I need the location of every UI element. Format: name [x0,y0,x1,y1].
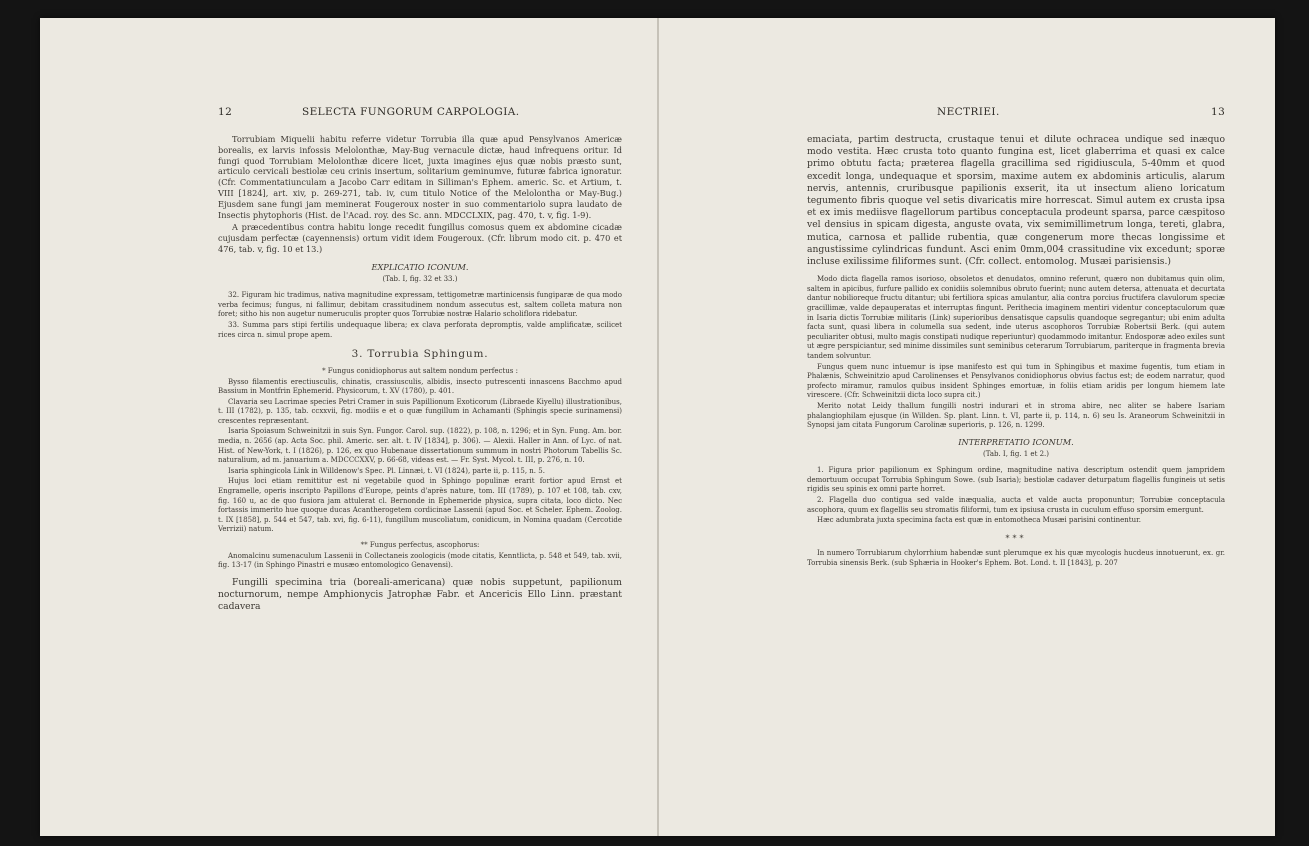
explicatio-ref: (Tab. I, fig. 32 et 33.) [382,274,458,283]
right-small-para: Fungus quem nunc intuemur is ipse manifesto est qui tum in Sphingibus et maxime fugentis, tum etiam in Phalænis, Schweinitzio apud Carolinenses et Pensylvanos conidiophorus obvius factus est; de eodem narratur, quod profecto miramur, ramulos quibus insident Sphinges emortuæ, in foliis etiam aridis per longum hiemem late virescere. (Cfr. Schweinitzii dicta loco supra cit.) [807,362,1225,400]
synonymy-1-item: Hujus loci etiam remittitur est ni vegetabile quod in Sphingo populinæ erarit fortior apud Ernst et Engramelle, operis inscripto Papillons d'Europe, peints d'après nature, tom. III (1789), p. 107 et 108, tab. cxv, fig. 160 u, ac de quo fusiora jam attulerat cl. Bernonde in Ephemeride physica, supra citata, loco dicto. Nec fortassis immerito hue quoque ducas Acantherogetem cordicinae Lassenii (apud Soc. et Scheler. Ephem. Zoolog. t. IX [1858], p. 544 et 547, tab. xvi, fig. 6-11), fungillum muscoliatum, conidicum, in Nomina quadam (Cercotide Verrizii) natum. [218,477,622,534]
right-small-para: Merito notat Leidy thallum fungilli nostri indurari et in stroma abire, nec aliter se habere Isariam phalangiophilam ejusque (in Willden. Sp. plant. Linn. t. VI, parte ii, p. 114, n. 6) seu Is. Araneorum Schweinitzii in Synopsi jam citata Fungorum Carolinæ superioris, p. 126, n. 1299. [807,401,1225,430]
subheading-conidiophorus: * Fungus conidiophorus aut saltem nondum perfectus : [322,366,518,375]
interpretatio-para: 1. Figura prior papilionum ex Sphingum ordine, magnitudine nativa descriptum ostendit quem jampridem demortuum occupat Torrubia Sphingum Sowe. (sub Isaria); bestiolæ cadaver deturpatum flagellis fungineis ut setis rigidis seu spinis ex omni parte horret. [807,466,1225,494]
explicatio-para-1: 32. Figuram hic tradimus, nativa magnitudine expressam, tettigometræ martinicensis fungiparæ de qua modo verba fecimus; fungus, ni fallimur, debitam crassitudinem nondum assecutus est, saltem colleta matura non foret; sitho his non augetur numeruculis propter quos Torrubiæ nostræ Halario scholiflora ridebatur. [218,291,622,319]
section-heading: 3. Torrubia Sphingum. [351,348,489,361]
right-closing-paragraph: In numero Torrubiarum chylorrhium habendæ sunt plerumque ex his quæ mycologis hucdeus innotuerunt, ex. gr. Torrubia sinensis Berk. (sub Sphæria in Hooker's Ephem. Bot. Lond. t. II [1843], p. 207 [807,549,1225,568]
interpretatio-ref: (Tab. I, fig. 1 et 2.) [982,449,1050,458]
left-running-title: SELECTA FUNGORUM CARPOLOGIA. [302,106,520,118]
right-text-column [807,134,1225,570]
left-closing-paragraph: Fungilli specimina tria (boreali-americana) quæ nobis suppetunt, papilionum nocturnorum, nempe Amphionycis Jatrophæ Fabr. et Ancericis Ello Linn. præstant cadavera [218,576,622,613]
right-running-title: NECTRIEI. [937,106,1000,118]
synonymy-1-item: Isaria sphingicola Link in Willdenow's Spec. Pl. Linnæi, t. VI (1824), parte ii, p. 115, n. 5. [228,466,545,475]
explicatio-para-2: 33. Summa pars stipi fertilis undequaque libera; ex clava perforata depromptis, valde amplificatæ, scilicet rices circa n. simul prope apem. [218,320,622,339]
explicatio-title: EXPLICATIO ICONUM. [371,261,469,272]
right-paragraph-1: emaciata, partim destructa, crustaque tenui et dilute ochracea undique sed inæquo modo vestita. Hæc crusta toto quanto fungina est, licet glaberrima et quasi ex calce primo obtutu facta; præterea flagella gracillima sed rigidiuscula, 5-40mm et quod excedit longa, undequaque et sporsim, maxime autem ex abdominis articulis, alarum nervis, antennis, cruribusque papilionis exserit, ita ut insectum alieno loricatum tegumento fibris quoque vel setis divaricatis mire horrescat. Simul autem ex crusta ipsa et ex imis mediisve flagellorum partibus conceptacula prodeunt sparsa, parce cæspitoso vel densius in spicam digesta, anguste ovata, vix semimillimetrum longa, tereti, glabra, mutica, carnosa et pallide rubentia, quæ congenerum more thecas longissime et angustissime cylindricas fundunt. Asci enim 0mm,004 crassitudine vix excedunt; sporæ incluse exilissime filiformes sunt. (Cfr. collect. entomolog. Musæi parisiensis.) [807,134,1225,268]
subheading-ascophorus: ** Fungus perfectus, ascophorus: [360,541,480,550]
right-page [659,18,1275,836]
interpretatio-title: INTERPRETATIO ICONUM. [958,436,1074,447]
right-page-number: 13 [1211,106,1226,118]
synonymy-2-item: Anomalcinu sumenaculum Lassenii in Collectaneis zoologicis (mode citatis, Kenntlicta, p. 548 et 549, tab. xvii, fig. 13-17 (in Sphingo Pinastri e musæo entomologico Genavensi). [218,551,622,570]
synonymy-1-item: Isaria Spoiasum Schweinitzii in suis Syn. Fungor. Carol. sup. (1822), p. 108, n. 1296; et in Syn. Fung. Am. bor. media, n. 2656 (ap. Acta Soc. phil. Americ. ser. alt. t. IV [1834], p. 306). — Alexii. Haller in Ann. of Lyc. of nat. Hist. of New-York, t. I (1826), p. 126, ex quo Hubenaue dissertationum summum in nostri Photorum Tabellis Sc. naturalium, ad m. januarium a. MDCCCXXV, p. 66-68, videas est. — Fr. Syst. Mycol. t. III, p. 276, n. 10. [218,427,622,465]
synonymy-1-item: Clavaria seu Lacrimae species Petri Cramer in suis Papillionum Exoticorum (Libraede Kiyellu) illustrationibus, t. III (1782), p. 135, tab. ccxxvii, fig. modiis e et o quæ fungillum in Achamanti (Sphingis specie surinamensi) crescentes repræsentant. [218,397,622,425]
right-small-para: Modo dicta flagella ramos isorioso, obsoletos et denudatos, omnino referunt, quæro non dubitamus quin olim, saltem in apicibus, furfure pallido ex conidiis solemnibus obruto fuerint; nunc autem detersa, attenuata et decurtata dantur nobilioreque fructu ditantur; ubi fertiliora spicas amulantur, alia contra porcius fructifera clavulorum speciæ gracillimæ, valde depauperatas et interruptas fingunt. Perithecia imaginem mentiri videntur conceptaculorum quæ in Isaria dictis Torrubiæ militaris (Link) superioribus densatisque capsulis quandoque segregantur; ubi enim adulta facta sunt, quasi libera in columella sua sedent, inde uterus ascophoros Torrubiæ Robertsii Berk. (qui autem peculiariter obtusi, multo magis constipati nudique reperiuntur) quodammodo imitantur. Endosporæ adeo exiles sunt ut ægre perspiciantur, sed minime dissimiles sunt seminibus ceterarum Torrubiarum, pariterque in fragmenta brevia tandem solvuntur. [807,275,1225,360]
left-page-number: 12 [218,106,233,118]
left-paragraph-2: A præcedentibus contra habitu longe recedit fungillus comosus quem ex abdomine cicadæ cujusdam perfectæ (cayennensis) ortum vidit idem Fougeroux. (Cfr. librum modo cit. p. 470 et 476, tab. v, fig. 10 et 13.) [218,222,622,254]
left-text-column [218,134,622,615]
interpretatio-para: 2. Flagella duo contigua sed valde inæqualia, aucta et valde aucta proponuntur; Torrubiæ conceptacula ascophora, quum ex flagellis seu stromatis filiformi, tum ex ipsiusa crusta in cuculum effuso sporsim emergunt. [807,495,1225,514]
left-page [40,18,657,836]
section-separator-stars: *** [1005,533,1027,543]
synonymy-1-item: Bysso filamentis erectiusculis, chinatis, crassiusculis, albidis, insecto putrescenti innascens Bacchmo apud Bassium in Montfrin Ephemerid. Physicorum, t. XV (1780), p. 401. [218,377,622,396]
interpretatio-para: Hæc adumbrata juxta specimina facta est quæ in entomotheca Musæi parisini continentur. [817,516,1141,525]
left-paragraph-1: Torrubiam Miquelii habitu referre videtur Torrubia illa quæ apud Pensylvanos Americæ borealis, ex larvis infossis Melolonthæ, May-Bug vernacule dictæ, haud infrequens oritur. Id fungi quod Torrubiam Melolonthæ dicere licet, juxta imagines ejus quæ nobis præsto sunt, articulo cervicali bestiolæ ceu crinis insertum, solitarium geminumve, futuræ fabrica ignoratur. (Cfr. Commentatiunculam a Jacobo Carr editam in Silliman's Ephem. americ. Sc. et Artium, t. VIII [1824], art. xiv, p. 269-271, tab. iv, cum titulo Notice of the Melolontha or May-Bug.) Ejusdem sane fungi jam meminerat Fougeroux noster in suo commentariolo supra laudato de Insectis phytophoris (Hist. de l'Acad. roy. des Sc. ann. MDCCLXIX, pag. 470, t. v, fig. 1-9). [218,134,622,220]
book-spread [40,18,1275,836]
